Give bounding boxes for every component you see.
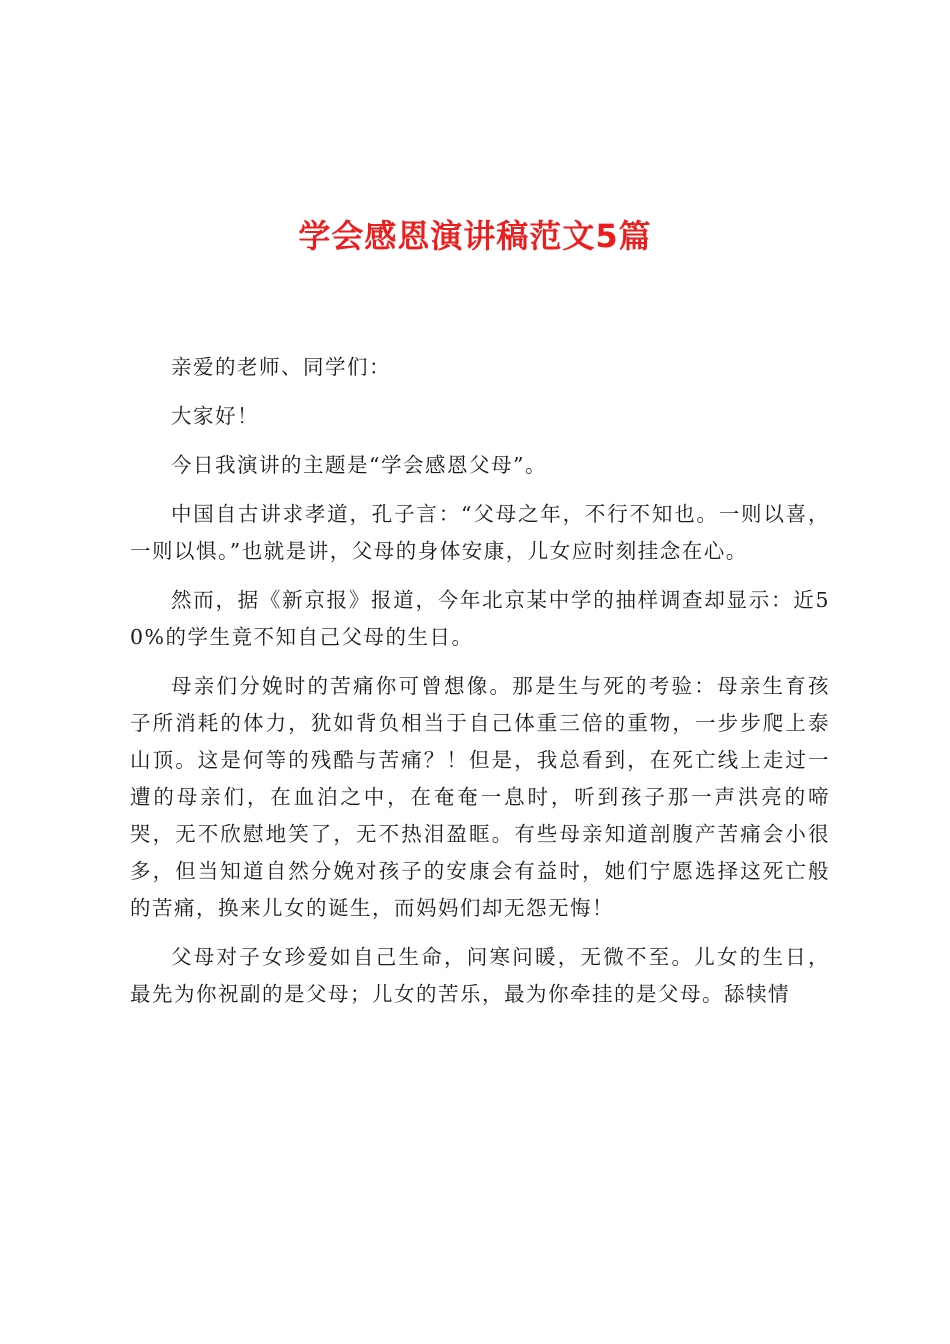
document-body	[130, 349, 830, 1025]
document-title: 学会感恩演讲稿范文5篇	[298, 217, 652, 255]
paragraph-parents-love: 父母对子女珍爱如自己生命，问寒问暖，无微不至。儿女的生日，最先为你祝副的是父母；儿女的苦乐，最为你牵挂的是父母。舔犊情	[130, 945, 830, 1006]
paragraph-mothers: 母亲们分娩时的苦痛你可曾想像。那是生与死的考验：母亲生育孩子所消耗的体力，犹如背负相当于自己体重三倍的重物，一步步爬上泰山顶。这是何等的残酷与苦痛？！但是，我总看到，在死亡线上走过一遭的母亲们，在血泊之中，在奄奄一息时，听到孩子那一声洪亮的啼哭，无不欣慰地笑了，无不热泪盈眶。有些母亲知道剖腹产苦痛会小很多，但当知道自然分娩对孩子的安康会有益时，她们宁愿选择这死亡般的苦痛，换来儿女的诞生，而妈妈们却无怨无悔！	[130, 674, 830, 920]
paragraph-survey: 然而，据《新京报》报道，今年北京某中学的抽样调查却显示：近50%的学生竟不知自己父母的生日。	[130, 588, 830, 649]
paragraph-greeting: 亲爱的老师、同学们：	[171, 355, 391, 379]
paragraph-topic: 今日我演讲的主题是“学会感恩父母”。	[171, 453, 547, 477]
paragraph-filial-piety: 中国自古讲求孝道，孔子言：“父母之年，不行不知也。一则以喜，一则以惧。”也就是讲，父母的身体安康，儿女应时刻挂念在心。	[130, 502, 830, 563]
paragraph-hello: 大家好！	[171, 404, 259, 428]
